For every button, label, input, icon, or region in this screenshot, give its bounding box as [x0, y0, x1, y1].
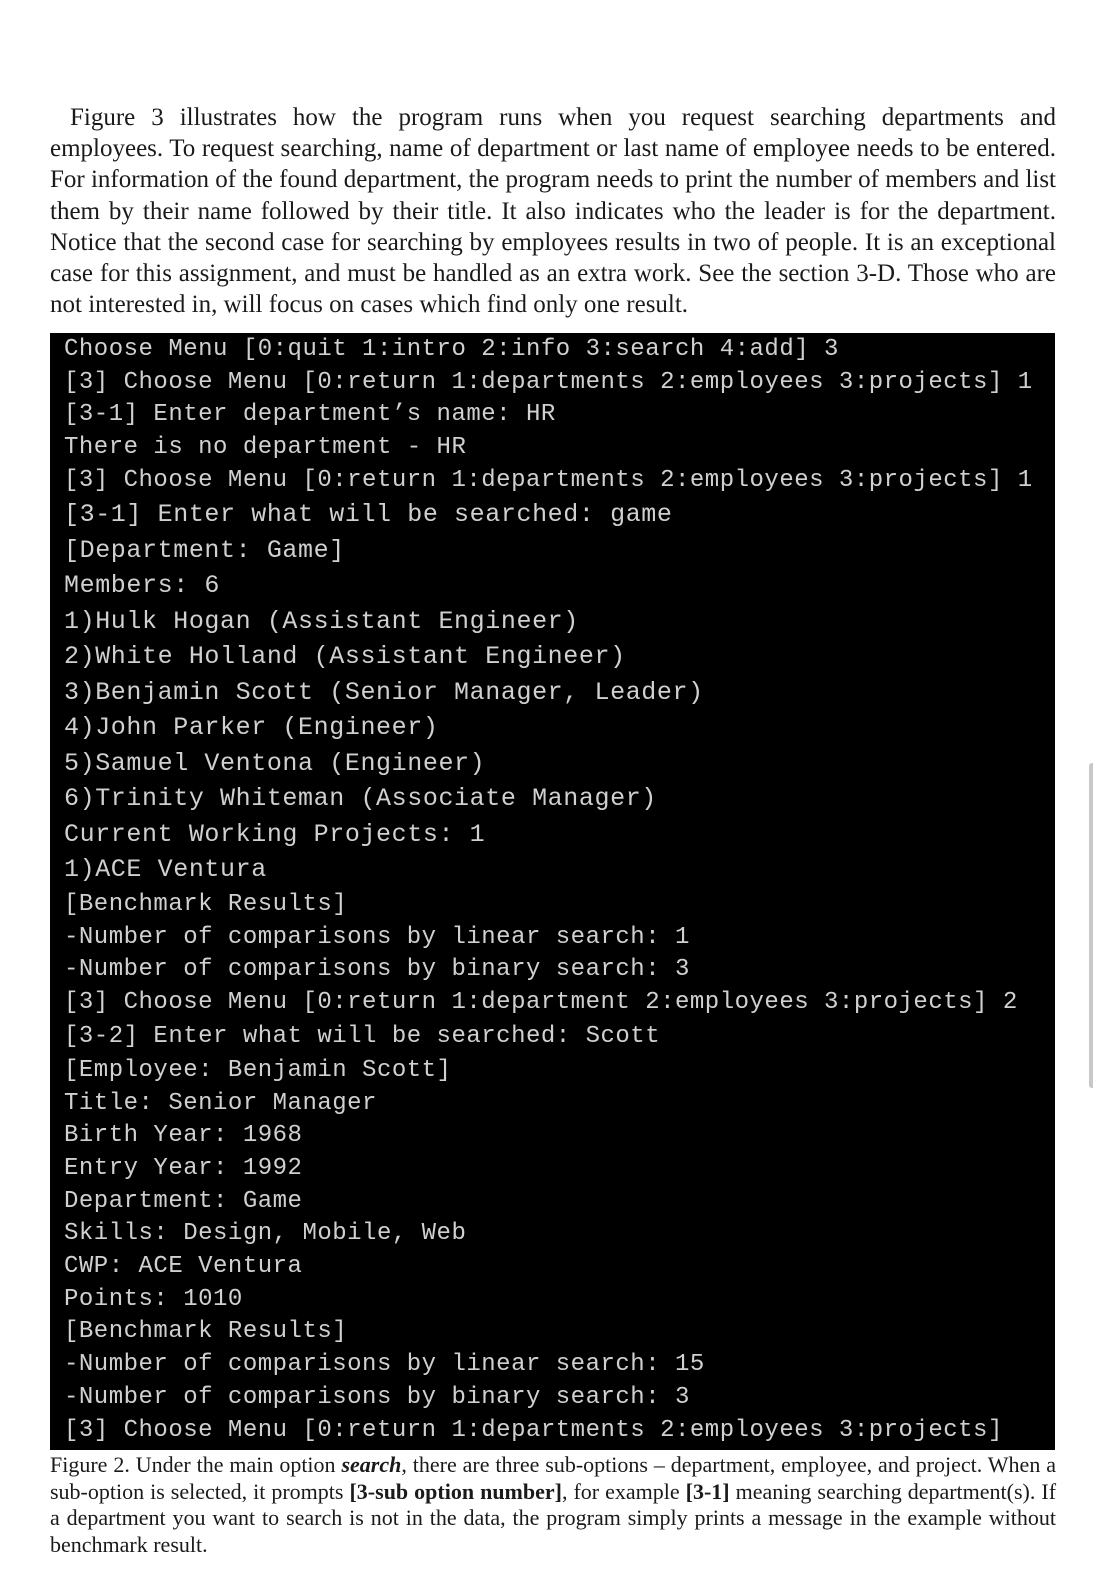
- terminal-line: Points: 1010: [64, 1286, 243, 1313]
- terminal-line: [3-1] Enter department’s name: HR: [64, 401, 556, 428]
- caption-text: , there are three sub-options – department, employee, and project. When a sub-option is selected, it prompts: [50, 1452, 1056, 1504]
- terminal-line: [Employee: Benjamin Scott]: [64, 1057, 452, 1084]
- caption-emphasis: search: [341, 1452, 402, 1477]
- terminal-line: -Number of comparisons by binary search: 3: [64, 956, 690, 983]
- caption-bold: [3-1]: [685, 1478, 730, 1504]
- terminal-line: 1)Hulk Hogan (Assistant Engineer): [64, 607, 579, 636]
- terminal-line: -Number of comparisons by binary search: 3: [64, 1384, 690, 1411]
- terminal-line: [Department: Game]: [64, 536, 345, 565]
- terminal-line: Department: Game: [64, 1188, 303, 1215]
- terminal-line: Members: 6: [64, 571, 221, 600]
- terminal-line: [3] Choose Menu [0:return 1:departments 2:employees 3:projects]: [64, 1417, 1003, 1444]
- terminal-line: [3] Choose Menu [0:return 1:departments 2:employees 3:projects] 1: [64, 467, 1033, 494]
- intro-paragraph: Figure 3 illustrates how the program runs when you request searching departments and employees. To request searching, name of department or last name of employee needs to be entered. For information of the found department, the program needs to print the number of members and list them by their name followed by their title. It also indicates who the leader is for the department. Notice that the second case for searching by employees results in two of people. It is an exceptional case for this assignment, and must be handled as an extra work. See the section 3-D. Those who are not interested in, will focus on cases which find only one result.: [50, 104, 1057, 319]
- caption-bold: [3-sub option number]: [349, 1478, 562, 1504]
- terminal-line: There is no department - HR: [64, 434, 467, 461]
- terminal-line: [3] Choose Menu [0:return 1:departments 2:employees 3:projects] 1: [64, 369, 1033, 396]
- caption-text: meaning searching department(s). If a department you want to search is not in the data, the program simply prints a message in the example without benchmark result.: [50, 1478, 1057, 1557]
- terminal-line: [Benchmark Results]: [64, 891, 348, 918]
- figure-caption: [50, 1452, 1056, 1558]
- terminal-output: [50, 333, 1055, 1450]
- terminal-line: 1)ACE Ventura: [64, 855, 267, 884]
- caption-text: , for example: [561, 1478, 686, 1504]
- terminal-line: [3-1] Enter what will be searched: game: [64, 500, 673, 529]
- terminal-line: -Number of comparisons by linear search: 15: [64, 1351, 705, 1378]
- terminal-line: 4)John Parker (Engineer): [64, 713, 439, 742]
- scrollbar[interactable]: [1089, 763, 1101, 1088]
- terminal-line: Choose Menu [0:quit 1:intro 2:info 3:search 4:add] 3: [64, 336, 839, 363]
- terminal-line: 2)White Holland (Assistant Engineer): [64, 642, 626, 671]
- terminal-line: Birth Year: 1968: [64, 1122, 303, 1149]
- terminal-line: 5)Samuel Ventona (Engineer): [64, 749, 486, 778]
- terminal-line: [Benchmark Results]: [64, 1318, 348, 1345]
- terminal-line: CWP: ACE Ventura: [64, 1253, 303, 1280]
- terminal-line: Current Working Projects: 1: [64, 820, 486, 849]
- terminal-line: [3] Choose Menu [0:return 1:department 2:employees 3:projects] 2: [64, 989, 1018, 1016]
- terminal-line: -Number of comparisons by linear search: 1: [64, 924, 690, 951]
- terminal-line: [3-2] Enter what will be searched: Scott: [64, 1023, 661, 1050]
- terminal-line: Skills: Design, Mobile, Web: [64, 1220, 467, 1247]
- terminal-line: 6)Trinity Whiteman (Associate Manager): [64, 784, 657, 813]
- caption-text: Figure 2. Under the main option: [50, 1452, 342, 1477]
- terminal-line: Entry Year: 1992: [64, 1155, 303, 1182]
- terminal-line: Title: Senior Manager: [64, 1090, 377, 1117]
- terminal-line: 3)Benjamin Scott (Senior Manager, Leader): [64, 678, 704, 707]
